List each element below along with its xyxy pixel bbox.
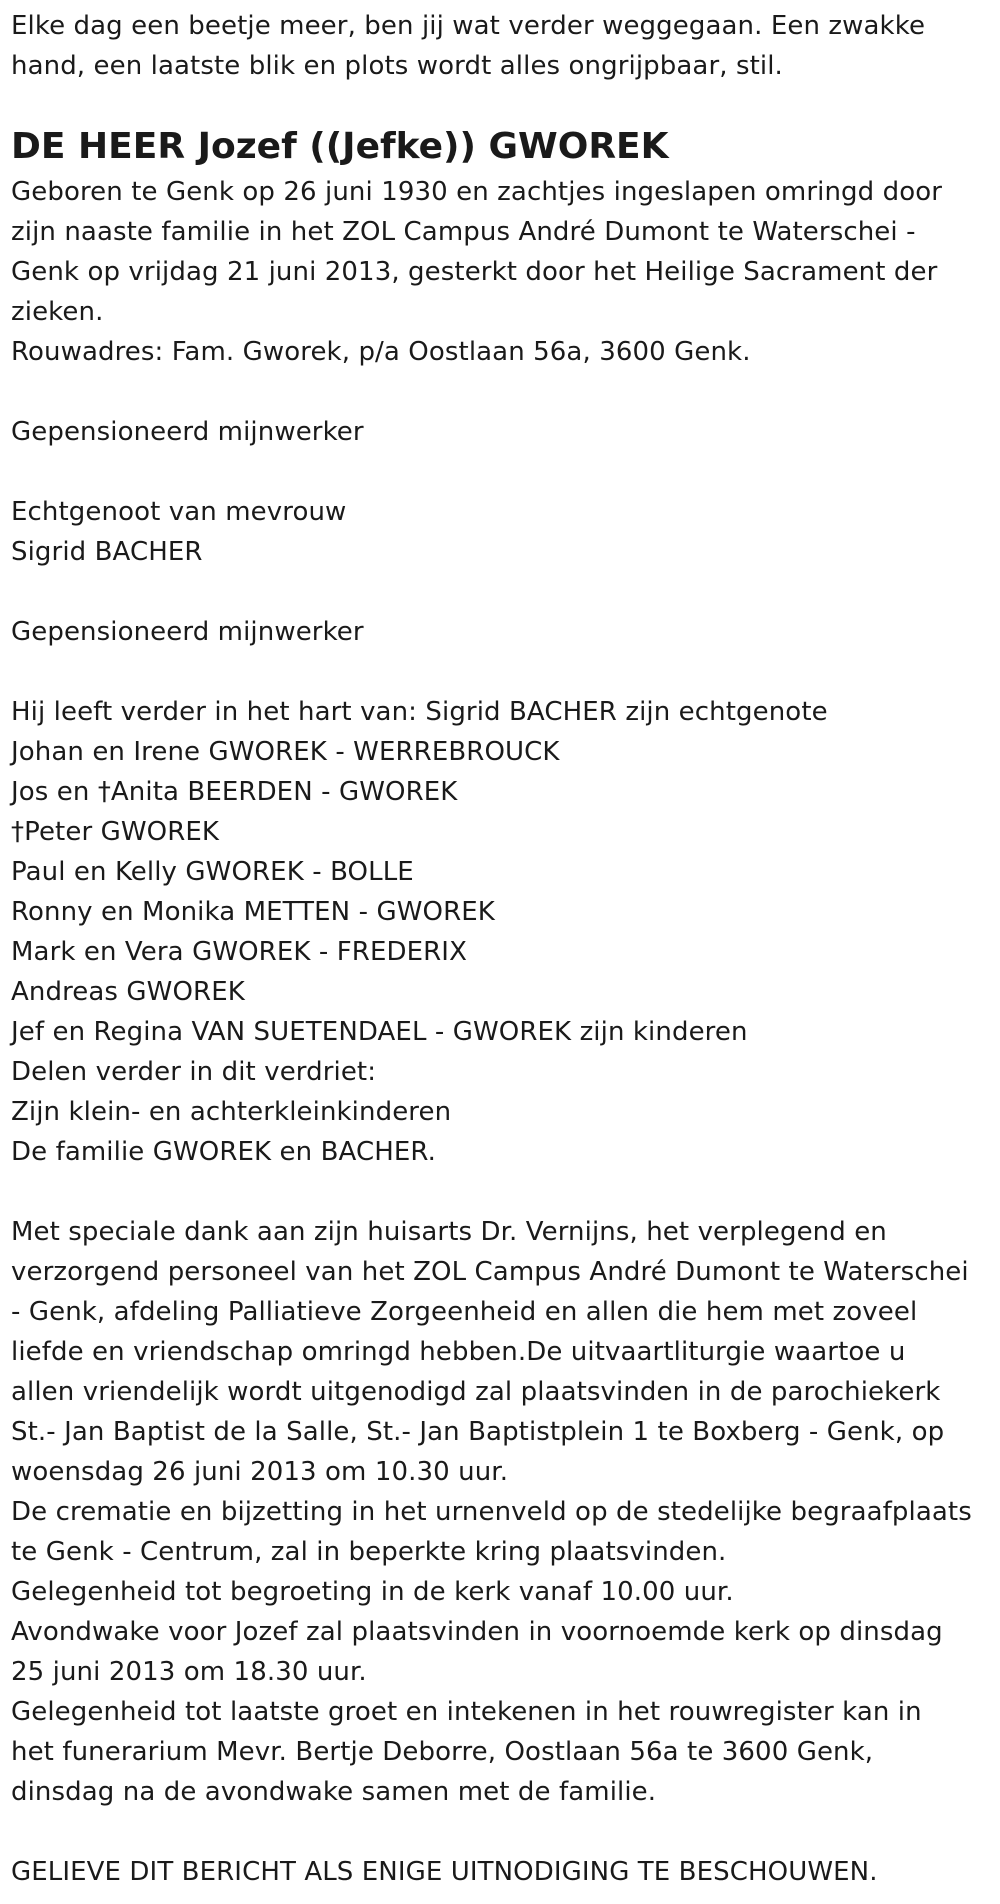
family-line: Hij leeft verder in het hart van: Sigrid BACHER zijn echtgenote	[11, 697, 828, 727]
closing-line: Met speciale dank aan zijn huisarts Dr. Vernijns, het verplegend en	[11, 1217, 887, 1247]
closing-line: De crematie en bijzetting in het urnenveld op de stedelijke begraafplaats	[11, 1497, 972, 1527]
closing-line: verzorgend personeel van het ZOL Campus André Dumont te Waterschei	[11, 1257, 969, 1287]
birth-line: Geboren te Genk op 26 juni 1930 en zachtjes ingeslapen omringd door	[11, 177, 943, 207]
closing-line: allen vriendelijk wordt uitgenodigd zal plaatsvinden in de parochiekerk	[11, 1377, 941, 1407]
closing-line: woensdag 26 juni 2013 om 10.30 uur.	[11, 1457, 509, 1487]
family-line: Jos en †Anita BEERDEN - GWOREK	[11, 777, 458, 807]
closing-line: Gelegenheid tot begroeting in de kerk vanaf 10.00 uur.	[11, 1577, 734, 1607]
family-line: Andreas GWOREK	[11, 977, 245, 1007]
spacer	[11, 86, 992, 122]
occupation-line: Gepensioneerd mijnwerker	[11, 617, 364, 647]
family-line: Zijn klein- en achterkleinkinderen	[11, 1097, 452, 1127]
spacer	[11, 652, 992, 692]
closing-line: het funerarium Mevr. Bertje Deborre, Oostlaan 56a te 3600 Genk,	[11, 1737, 874, 1767]
family-line: Johan en Irene GWOREK - WERREBROUCK	[11, 737, 560, 767]
birth-line: zijn naaste familie in het ZOL Campus André Dumont te Waterschei -	[11, 217, 916, 247]
family-list	[11, 692, 992, 1172]
family-line: Paul en Kelly GWOREK - BOLLE	[11, 857, 414, 887]
closing-line: dinsdag na de avondwake samen met de familie.	[11, 1777, 657, 1807]
intro-quote	[11, 6, 992, 86]
intro-line: hand, een laatste blik en plots wordt alles ongrijpbaar, stil.	[11, 51, 783, 81]
spacer	[11, 572, 992, 612]
birth-line: Genk op vrijdag 21 juni 2013, gesterkt door het Heilige Sacrament der	[11, 257, 938, 287]
spouse-block	[11, 492, 992, 572]
spacer	[11, 372, 992, 412]
closing-line: te Genk - Centrum, zal in beperkte kring plaatsvinden.	[11, 1537, 727, 1567]
closing-line: Gelegenheid tot laatste groet en intekenen in het rouwregister kan in	[11, 1697, 922, 1727]
intro-line: Elke dag een beetje meer, ben jij wat verder weggegaan. Een zwakke	[11, 11, 926, 41]
closing-paragraph	[11, 1212, 992, 1812]
closing-line: 25 juni 2013 om 18.30 uur.	[11, 1657, 367, 1687]
closing-line: St.- Jan Baptist de la Salle, St.- Jan Baptistplein 1 te Boxberg - Genk, op	[11, 1417, 945, 1447]
family-line: †Peter GWOREK	[11, 817, 220, 847]
mourning-address: Rouwadres: Fam. Gworek, p/a Oostlaan 56a, 3600 Genk.	[11, 337, 751, 367]
closing-line: liefde en vriendschap omringd hebben.De uitvaartliturgie waartoe u	[11, 1337, 906, 1367]
birth-death-paragraph	[11, 172, 992, 372]
closing-line: - Genk, afdeling Palliatieve Zorgeenheid en allen die hem met zoveel	[11, 1297, 918, 1327]
birth-line: zieken.	[11, 297, 104, 327]
family-line: De familie GWOREK en BACHER.	[11, 1137, 436, 1167]
spouse-name: Sigrid BACHER	[11, 537, 203, 567]
spouse-line: Echtgenoot van mevrouw	[11, 497, 347, 527]
closing-line: Avondwake voor Jozef zal plaatsvinden in voornoemde kerk op dinsdag	[11, 1617, 943, 1647]
spacer	[11, 1172, 992, 1212]
occupation-line: Gepensioneerd mijnwerker	[11, 417, 364, 447]
spacer	[11, 1812, 992, 1852]
deceased-name-heading: DE HEER Jozef ((Jefke)) GWOREK	[11, 126, 669, 167]
final-notice: GELIEVE DIT BERICHT ALS ENIGE UITNODIGING TE BESCHOUWEN.	[11, 1857, 878, 1887]
spacer	[11, 452, 992, 492]
family-line: Delen verder in dit verdriet:	[11, 1057, 377, 1087]
family-line: Jef en Regina VAN SUETENDAEL - GWOREK zijn kinderen	[11, 1017, 748, 1047]
family-line: Ronny en Monika METTEN - GWOREK	[11, 897, 495, 927]
family-line: Mark en Vera GWOREK - FREDERIX	[11, 937, 467, 967]
